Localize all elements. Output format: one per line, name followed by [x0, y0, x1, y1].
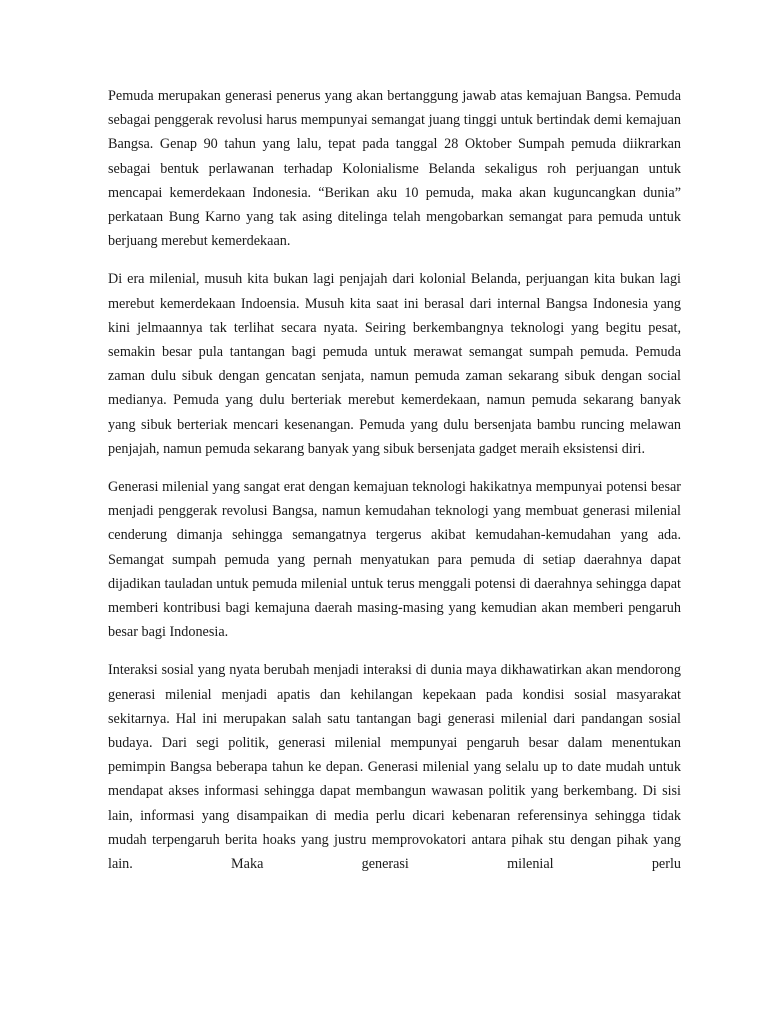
- paragraph-2: Di era milenial, musuh kita bukan lagi penjajah dari kolonial Belanda, perjuangan kita bukan lagi merebut kemerdekaan Indoensia. Musuh kita saat ini berasal dari internal Bangsa Indonesia yang kini jelmaannya tak terlihat secara nyata. Seiring berkembangnya teknologi yang begitu pesat, semakin besar pula tantangan bagi pemuda untuk merawat semangat sumpah pemuda. Pemuda zaman dulu sibuk dengan gencatan senjata, namun pemuda zaman sekarang sibuk dengan social medianya. Pemuda yang dulu berteriak merebut kemerdekaan, namun pemuda sekarang banyak yang sibuk berteriak mencari kesenangan. Pemuda yang dulu bersenjata bambu runcing melawan penjajah, namun pemuda sekarang banyak yang sibuk bersenjata gadget meraih eksistensi diri.: [108, 271, 681, 457]
- paragraph-4: Interaksi sosial yang nyata berubah menjadi interaksi di dunia maya dikhawatirkan akan mendorong generasi milenial menjadi apatis dan kehilangan kepekaan pada kondisi sosial masyarakat sekitarnya. Hal ini merupakan salah satu tantangan bagi generasi milenial dari pandangan sosial budaya. Dari segi politik, generasi milenial mempunyai pengaruh besar dalam menentukan pemimpin Bangsa beberapa tahun ke depan. Generasi milenial yang selalu up to date mudah untuk mendapat akses informasi sehingga dapat membangun wawasan politik yang berkembang. Di sisi lain, informasi yang disampaikan di media perlu dicari kebenaran referensinya sehingga tidak mudah terpengaruh berita hoaks yang justru memprovokatori antara pihak stu dengan pihak yang lain. Maka generasi milenial perlu: [108, 662, 681, 873]
- paragraph-1: Pemuda merupakan generasi penerus yang akan bertanggung jawab atas kemajuan Bangsa. Pemuda sebagai penggerak revolusi harus mempunyai semangat juang tinggi untuk bertindak demi kemajuan Bangsa. Genap 90 tahun yang lalu, tepat pada tanggal 28 Oktober Sumpah pemuda diikrarkan sebagai bentuk perlawanan terhadap Kolonialisme Belanda sekaligus roh perjuangan untuk mencapai kemerdekaan Indonesia. “Berikan aku 10 pemuda, maka akan kuguncangkan dunia” perkataan Bung Karno yang tak asing ditelinga telah mengobarkan semangat para pemuda untuk berjuang merebut kemerdekaan.: [108, 88, 681, 250]
- document-page: [108, 84, 681, 890]
- paragraph-3: Generasi milenial yang sangat erat dengan kemajuan teknologi hakikatnya mempunyai potensi besar menjadi penggerak revolusi Bangsa, namun kemudahan teknologi yang membuat generasi milenial cenderung dimanja sehingga semangatnya tergerus akibat kemudahan-kemudahan yang ada. Semangat sumpah pemuda yang pernah menyatukan para pemuda di setiap daerahnya dapat dijadikan tauladan untuk pemuda milenial untuk terus menggali potensi di daerahnya sehingga dapat memberi kontribusi bagi kemajuna daerah masing-masing yang kemudian akan memberi pengaruh besar bagi Indonesia.: [108, 479, 681, 641]
